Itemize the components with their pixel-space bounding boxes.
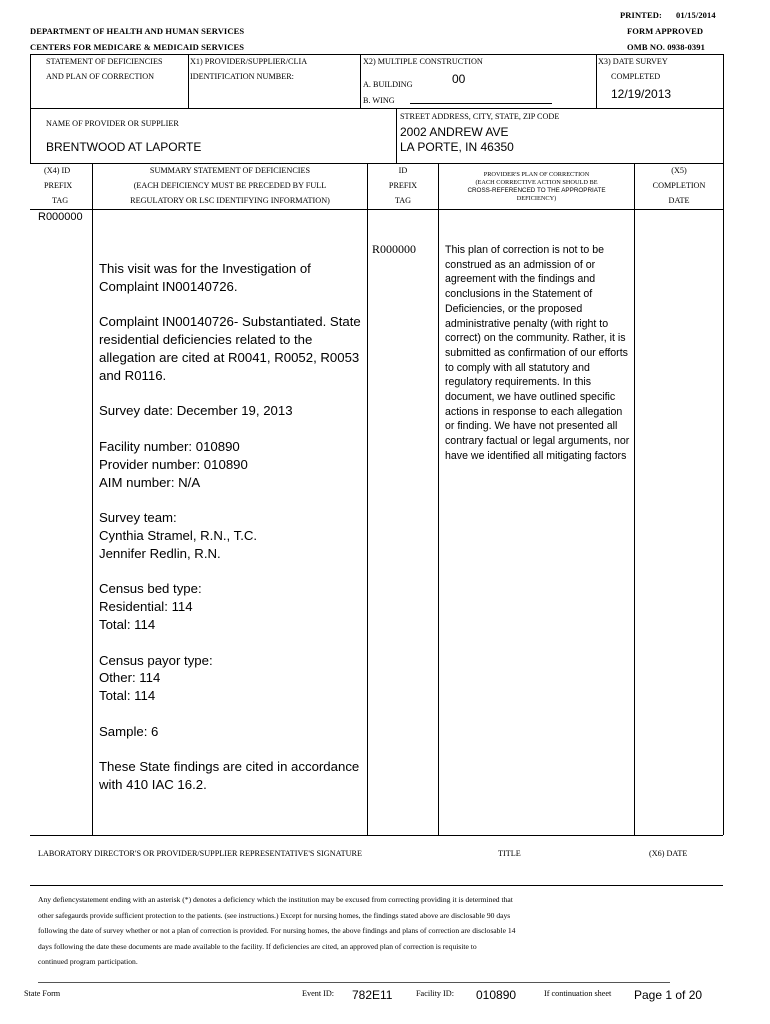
x6-date-label: (X6) DATE bbox=[649, 849, 688, 858]
address-line-2: LA PORTE, IN 46350 bbox=[400, 140, 514, 154]
omb-number: OMB NO. 0938-0391 bbox=[627, 42, 705, 52]
left-id-tag: R000000 bbox=[38, 211, 83, 223]
summary-paragraph: Complaint IN00140726- Substantiated. State residential deficiencies related to the allegation are cited at R0041, R0052, R0053 and R0116. bbox=[99, 314, 361, 383]
summary-paragraph: Survey date: December 19, 2013 bbox=[99, 403, 293, 419]
signature-label: LABORATORY DIRECTOR'S OR PROVIDER/SUPPLIER REPRESENTATIVE'S SIGNATURE bbox=[38, 849, 362, 858]
facility-id-label: Facility ID: bbox=[416, 989, 454, 998]
centers-name: CENTERS FOR MEDICARE & MEDICAID SERVICES bbox=[30, 42, 245, 52]
statement-label-2: AND PLAN OF CORRECTION bbox=[46, 72, 155, 81]
summary-paragraph: These State findings are cited in accordance with 410 IAC 16.2. bbox=[99, 759, 360, 793]
poc-header-3: CROSS-REFERENCED TO THE APPROPRIATE bbox=[467, 187, 606, 194]
poc-header-2: (EACH CORRECTIVE ACTION SHOULD BE bbox=[475, 179, 598, 186]
disclaimer-line-1: Any defiencystatement ending with an asterisk (*) denotes a deficiency which the institution may be excused from correcting providing it is determined that bbox=[38, 895, 513, 904]
summary-header-2: (EACH DEFICIENCY MUST BE PRECEDED BY FULL bbox=[133, 181, 327, 190]
department-name: DEPARTMENT OF HEALTH AND HUMAN SERVICES bbox=[30, 26, 245, 36]
title-label: TITLE bbox=[498, 849, 521, 858]
facility-id-value: 010890 bbox=[476, 988, 517, 1002]
provider-name: BRENTWOOD AT LAPORTE bbox=[46, 140, 202, 154]
x5-completion-label: COMPLETION bbox=[652, 181, 706, 190]
disclaimer-line-5: continued program participation. bbox=[38, 957, 138, 966]
plan-of-correction-text: This plan of correction is not to be construed as an admission of or agreement with the findings and conclusions in the Statement of Deficiencies, or the proposed administrative penalty (with right to correct) on the community. Rather, it is submitted as confirmation of our efforts to comply with all statutory and regulatory requirements. In this document, we have outlined specific actions in response to each allegation or finding. We have not presented all contrary factual or legal arguments, nor have we identified all mitigating factors bbox=[445, 244, 630, 462]
statement-label-1: STATEMENT OF DEFICIENCIES bbox=[46, 57, 163, 66]
summary-header-3: REGULATORY OR LSC IDENTIFYING INFORMATION) bbox=[130, 196, 330, 205]
poc-header-1: PROVIDER'S PLAN OF CORRECTION bbox=[483, 171, 590, 178]
x5-label: (X5) bbox=[671, 166, 687, 175]
x4-prefix-label: PREFIX bbox=[44, 181, 73, 190]
form-approved: FORM APPROVED bbox=[627, 26, 704, 36]
x4-id-label: (X4) ID bbox=[44, 166, 71, 175]
id-tag-label: TAG bbox=[394, 196, 412, 205]
id-prefix-label: PREFIX bbox=[388, 181, 418, 190]
x4-tag-label: TAG bbox=[52, 196, 69, 205]
x2-building-label: A. BUILDING bbox=[363, 80, 413, 89]
id-label: ID bbox=[398, 166, 408, 175]
printed-label: PRINTED: bbox=[620, 10, 662, 20]
disclaimer-line-2: other safegaurds provide sufficient protection to the patients. (see instructions.) Except for nursing homes, the findings stated above are disclosable 90 days bbox=[38, 910, 511, 920]
provider-name-label: NAME OF PROVIDER OR SUPPLIER bbox=[46, 119, 179, 128]
x1-label-1: X1) PROVIDER/SUPPLIER/CLIA bbox=[190, 57, 308, 66]
right-id-tag: R000000 bbox=[372, 242, 417, 256]
x2-building-value: 00 bbox=[452, 72, 466, 86]
summary-paragraph: Census bed type: Residential: 114 Total: 114 bbox=[99, 581, 202, 632]
x2-wing-label: B. WING bbox=[363, 96, 395, 105]
event-id-label: Event ID: bbox=[302, 989, 335, 998]
summary-header-1: SUMMARY STATEMENT OF DEFICIENCIES bbox=[149, 166, 311, 175]
page-number: Page 1 of 20 bbox=[634, 988, 703, 1002]
x1-label-2: IDENTIFICATION NUMBER: bbox=[190, 72, 294, 81]
state-form-label: State Form bbox=[24, 989, 61, 998]
summary-statement bbox=[99, 260, 361, 812]
disclaimer-line-4: days following the date these documents are made available to the facility. If deficiencies are cited, an approved plan of correction is requisite to bbox=[38, 941, 477, 951]
continuation-label: If continuation sheet bbox=[544, 989, 612, 998]
summary-paragraph: Sample: 6 bbox=[99, 723, 159, 739]
event-id-value: 782E11 bbox=[352, 988, 393, 1002]
x5-date-label: DATE bbox=[668, 196, 690, 205]
summary-paragraph: Survey team: Cynthia Stramel, R.N., T.C. Jennifer Redlin, R.N. bbox=[99, 510, 258, 561]
summary-paragraph: Census payor type: Other: 114 Total: 114 bbox=[99, 652, 213, 704]
printed-date: 01/15/2014 bbox=[676, 10, 716, 20]
survey-completed-date: 12/19/2013 bbox=[611, 87, 672, 101]
summary-paragraph: This visit was for the Investigation of Complaint IN00140726. bbox=[99, 261, 311, 294]
disclaimer-line-3: following the date of survey whether or not a plan of correction is provided. For nursing homes, the above findings and plans of correction are disclosable 14 bbox=[38, 926, 516, 935]
x3-label-1: X3) DATE SURVEY bbox=[598, 57, 668, 66]
poc-header-4: DEFICIENCY) bbox=[516, 195, 557, 202]
x3-label-2: COMPLETED bbox=[611, 72, 661, 81]
x2-label: X2) MULTIPLE CONSTRUCTION bbox=[363, 57, 483, 66]
address-label: STREET ADDRESS, CITY, STATE, ZIP CODE bbox=[400, 112, 560, 121]
summary-paragraph: Facility number: 010890 Provider number: 010890 AIM number: N/A bbox=[99, 438, 248, 490]
address-line-1: 2002 ANDREW AVE bbox=[400, 125, 509, 139]
disclaimer bbox=[38, 892, 718, 970]
